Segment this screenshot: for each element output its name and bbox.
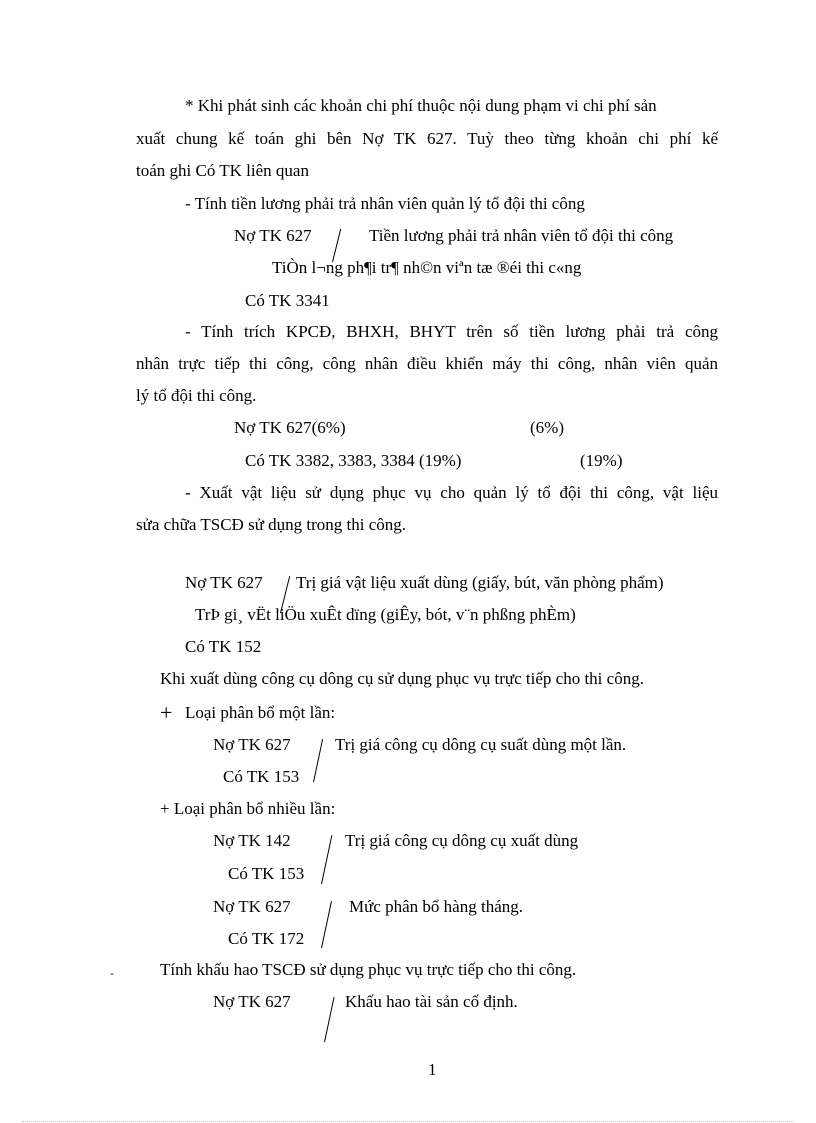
debit-account: Nợ TK 627 — [213, 735, 291, 754]
paragraph-text: Loại phân bổ một lần: — [185, 703, 336, 722]
list-marker: - — [110, 966, 114, 980]
garbled-text: TrÞ gi¸ vËt liÖu xuÊt dïng (giÊy, bót, v¨n phßng phÈm) — [195, 605, 576, 624]
debit-account: Nợ TK 627 — [213, 897, 291, 916]
entry-slash — [321, 901, 332, 948]
paragraph-text: toán ghi Có TK liên quan — [136, 161, 309, 180]
garbled-text: TiÒn l¬ng ph¶i tr¶ nh©n viªn tæ ®éi thi c«ng — [272, 258, 582, 277]
debit-account: Nợ TK 627 — [234, 226, 312, 245]
paragraph-text: nhân trực tiếp thi công, công nhân điều khiển máy thi công, nhân viên quản — [136, 354, 718, 373]
credit-account: Có TK 172 — [228, 929, 305, 948]
bullet-symbol: + — [160, 700, 173, 725]
entry-slash — [324, 997, 335, 1042]
entry-description: Mức phân bổ hàng tháng. — [349, 897, 523, 916]
credit-account: Có TK 3341 — [245, 291, 330, 310]
credit-account: Có TK 153 — [223, 767, 300, 786]
entry-description: Tiền lương phải trả nhân viên tổ đội thi công — [369, 226, 674, 245]
paragraph-text: - Tính tiền lương phải trả nhân viên quản lý tổ đội thi công — [185, 194, 585, 213]
entry-slash — [321, 835, 332, 884]
page-bottom-divider — [22, 1121, 794, 1122]
entry-description: Trị giá vật liệu xuất dùng (giấy, bút, văn phòng phẩm) — [296, 573, 664, 592]
paragraph-text: + Loại phân bổ nhiều lần: — [160, 799, 336, 818]
entry-description: Trị giá công cụ dông cụ suất dùng một lần. — [335, 735, 627, 754]
debit-account: Nợ TK 627 — [213, 992, 291, 1011]
debit-account: Nợ TK 627 — [185, 573, 263, 592]
credit-account: Có TK 3382, 3383, 3384 (19%) — [245, 451, 462, 470]
percentage-value: (19%) — [580, 451, 623, 470]
entry-slash — [313, 739, 323, 782]
entry-description: Trị giá công cụ dông cụ xuất dùng — [345, 831, 579, 850]
entry-description: Khấu hao tài sản cố định. — [345, 992, 518, 1011]
paragraph-text: Tính khấu hao TSCĐ sử dụng phục vụ trực tiếp cho thi công. — [160, 960, 577, 979]
paragraph-text: xuất chung kế toán ghi bên Nợ TK 627. Tuỳ theo từng khoản chi phí kế — [136, 129, 718, 148]
debit-account: Nợ TK 627(6%) — [234, 418, 346, 437]
paragraph-text: - Xuất vật liệu sử dụng phục vụ cho quản lý tổ đội thi công, vật liệu — [185, 483, 718, 502]
percentage-value: (6%) — [530, 418, 564, 437]
debit-account: Nợ TK 142 — [213, 831, 291, 850]
credit-account: Có TK 153 — [228, 864, 305, 883]
paragraph-text: * Khi phát sinh các khoản chi phí thuộc nội dung phạm vi chi phí sản — [185, 96, 657, 115]
paragraph-text: sửa chữa TSCĐ sử dụng trong thi công. — [136, 515, 407, 534]
paragraph-text: lý tổ đội thi công. — [136, 386, 257, 405]
credit-account: Có TK 152 — [185, 637, 262, 656]
page-number: 1 — [428, 1060, 437, 1079]
paragraph-text: - Tính trích KPCĐ, BHXH, BHYT trên số tiền lương phải trả công — [185, 322, 718, 341]
paragraph-text: Khi xuất dùng công cụ dông cụ sử dụng phục vụ trực tiếp cho thi công. — [160, 669, 644, 688]
